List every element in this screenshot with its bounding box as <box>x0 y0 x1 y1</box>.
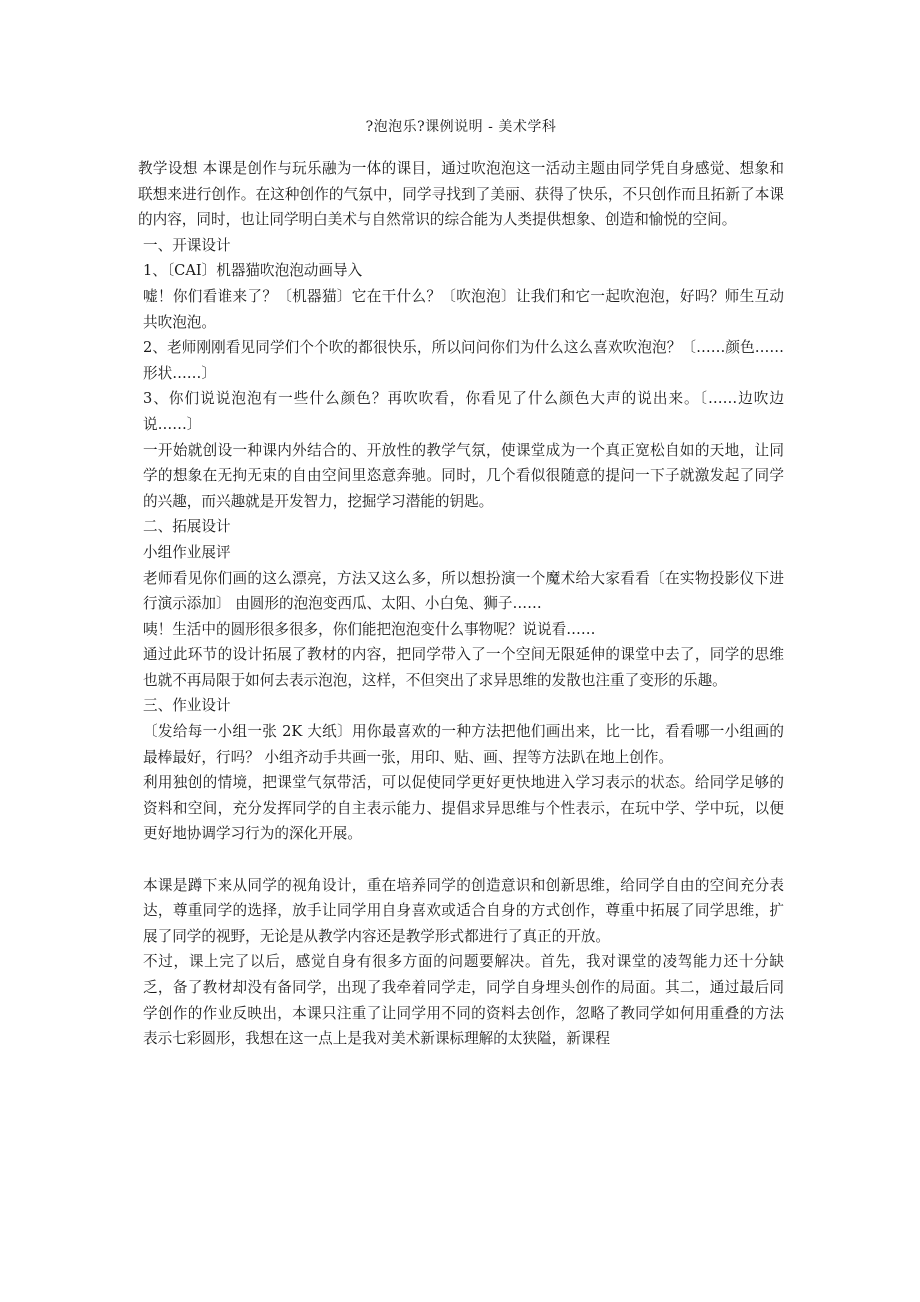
paragraph-reflection-2: 通过此环节的设计拓展了教材的内容，把同学带入了一个空间无限延伸的课堂中去了，同学的思维也就不再局限于如何去表示泡泡，这样，不但突出了求异思维的发散也注重了变形的乐趣。 <box>143 646 784 689</box>
document-title: ?泡泡乐?课例说明 - 美术学科 <box>365 119 557 135</box>
heading-section-1: 一、开课设计 <box>143 236 231 254</box>
paragraph-assignment: 〔发给每一小组一张 2K 大纸〕用你最喜欢的一种方法把他们画出来，比一比，看看哪一小组画的最棒最好，行吗？ 小组齐动手共画一张，用印、贴、画、捏等方法趴在地上创作。 <box>143 723 784 766</box>
blank-line <box>138 847 784 873</box>
step-3: 3、你们说说泡泡有一些什么颜色？再吹吹看，你看见了什么颜色大声的说出来。〔……边吹边说……〕 <box>143 390 784 433</box>
step-1: 1、〔CAI〕机器猫吹泡泡动画导入 <box>143 262 363 280</box>
paragraph-intro: 教学设想 本课是创作与玩乐融为一体的课目，通过吹泡泡这一活动主题由同学凭自身感觉、想象和联想来进行创作。在这种创作的气氛中，同学寻找到了美丽、获得了快乐，不只创作而且拓新了本课的内容，同时，也让同学明白美术与自然常识的综合能为人类提供想象、创造和愉悦的空间。 <box>138 160 784 229</box>
paragraph-question: 咦！生活中的圆形很多很多，你们能把泡泡变什么事物呢？说说看…… <box>143 620 596 638</box>
paragraph-reflection-1: 一开始就创设一种课内外结合的、开放性的教学气氛，使课堂成为一个真正宽松自如的天地，让同学的想象在无拘无束的自由空间里恣意奔驰。同时，几个看似很随意的提问一下子就激发起了同学的兴趣，而兴趣就是开发智力，挖掘学习潜能的钥匙。 <box>143 441 784 510</box>
paragraph-self-critique: 不过，课上完了以后，感觉自身有很多方面的问题要解决。首先，我对课堂的凌驾能力还十分缺乏，备了教材却没有备同学，出现了我牵着同学走，同学自身埋头创作的局面。其二，通过最后同学创作的作业反映出，本课只注重了让同学用不同的资料去创作，忽略了教同学如何用重叠的方法表示七彩圆形，我想在这一点上是我对美术新课标理解的太狭隘，新课程 <box>143 953 784 1048</box>
step-2: 2、老师刚刚看见同学们个个吹的都很快乐，所以问问你们为什么这么喜欢吹泡泡？〔……颜色……形状……〕 <box>143 339 784 382</box>
paragraph-reflection-3: 利用独创的情境，把课堂气氛带活，可以促使同学更好更快地进入学习表示的状态。给同学足够的资料和空间，充分发挥同学的自主表示能力、提倡求异思维与个性表示，在玩中学、学中玩，以便更好地协调学习行为的深化开展。 <box>143 774 784 843</box>
paragraph-magic-demo: 老师看见你们画的这么漂亮，方法又这么多，所以想扮演一个魔术给大家看看〔在实物投影仪下进行演示添加〕 由圆形的泡泡变西瓜、太阳、小白兔、狮子…… <box>143 569 784 613</box>
paragraph-summary: 本课是蹲下来从同学的视角设计，重在培养同学的创造意识和创新思维，给同学自由的空间充分表达，尊重同学的选择，放手让同学用自身喜欢或适合自身的方式创作，尊重中拓展了同学思维，扩展了同学的视野，无论是从教学内容还是教学形式都进行了真正的开放。 <box>143 876 784 945</box>
heading-section-2: 二、拓展设计 <box>143 518 231 536</box>
document-page <box>138 117 784 1052</box>
subheading-group-review: 小组作业展评 <box>143 543 231 561</box>
heading-section-3: 三、作业设计 <box>143 697 231 715</box>
paragraph-dialogue-1: 嘘！你们看谁来了？〔机器猫〕它在干什么？〔吹泡泡〕让我们和它一起吹泡泡，好吗？师生互动共吹泡泡。 <box>143 287 784 331</box>
